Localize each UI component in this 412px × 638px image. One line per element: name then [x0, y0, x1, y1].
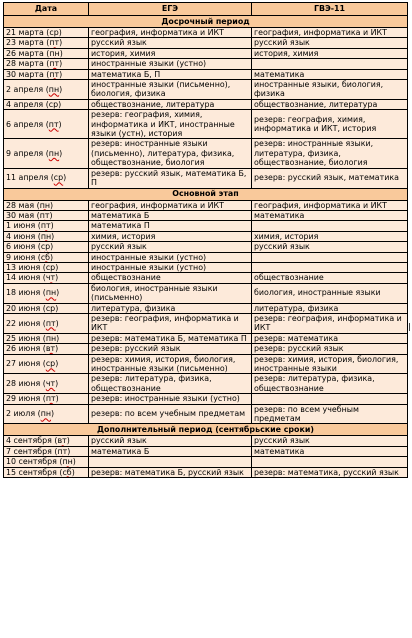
weekday-text: пт	[39, 210, 50, 220]
ege-cell: география, информатика и ИКТ	[89, 200, 252, 210]
date-cell: 28 марта (пт)	[4, 59, 89, 69]
date-cell: 23 марта (пт)	[4, 38, 89, 48]
date-cell: 4 сентября (вт)	[4, 436, 89, 446]
gve-cell: резерв: математика, русский язык	[252, 467, 408, 477]
date-cell: 22 июня (пт)	[4, 313, 89, 333]
date-text: 26 июня	[6, 344, 41, 354]
date-text: 4 июня	[6, 231, 36, 241]
gve-cell: биология, иностранные языки	[252, 283, 408, 303]
gve-cell: резерв: русский язык, математика	[252, 168, 408, 188]
ege-cell: резерв: география, химия, информатика и ИКТ, иностранные языки (устн), история	[89, 110, 252, 139]
section-row	[4, 16, 408, 28]
table-row	[4, 262, 408, 272]
date-cell: 13 июня (ср)	[4, 262, 89, 272]
ege-cell: география, информатика и ИКТ	[89, 28, 252, 38]
ege-cell: резерв: русский язык	[89, 344, 252, 354]
gve-cell: математика	[252, 69, 408, 79]
weekday-text: пн	[62, 457, 73, 467]
date-text: 30 марта	[6, 69, 44, 79]
gve-cell: география, информатика и ИКТ	[252, 28, 408, 38]
date-cell: 6 апреля (пт)	[4, 110, 89, 139]
date-cell: 28 мая (пн)	[4, 200, 89, 210]
text-cursor-marker	[409, 323, 410, 331]
gve-cell: литература, физика	[252, 303, 408, 313]
table-row	[4, 404, 408, 424]
date-cell: 4 апреля (ср)	[4, 99, 89, 109]
weekday-text: ср	[53, 173, 64, 183]
table-row	[4, 200, 408, 210]
gve-cell: резерв: русский язык	[252, 344, 408, 354]
ege-cell: литература, физика	[89, 303, 252, 313]
gve-cell: иностранные языки, биология, физика	[252, 80, 408, 100]
gve-cell: резерв: математика	[252, 333, 408, 343]
ege-cell: резерв: литература, физика, обществознание	[89, 374, 252, 394]
date-text: 28 июня	[6, 379, 41, 389]
date-cell: 9 июня (сб)	[4, 252, 89, 262]
weekday-text: ср	[45, 262, 56, 272]
gve-cell	[252, 457, 408, 467]
gve-cell: резерв: химия, история, биология, иностранные языки	[252, 354, 408, 374]
date-cell: 20 июня (ср)	[4, 303, 89, 313]
ege-cell: резерв: иностранные языки (письменно), литература, физика, обществознание, биология	[89, 139, 252, 168]
weekday-text: ср	[45, 303, 56, 313]
weekday-text: пт	[40, 221, 51, 231]
date-cell: 29 июня (пт)	[4, 394, 89, 404]
weekday-text: чт	[45, 273, 56, 283]
date-cell: 6 июня (ср)	[4, 242, 89, 252]
date-text: 28 мая	[6, 200, 35, 210]
section-title: Досрочный период	[4, 16, 408, 28]
date-cell: 30 марта (пт)	[4, 69, 89, 79]
table-row	[4, 252, 408, 262]
date-cell: 7 сентября (пт)	[4, 446, 89, 456]
gve-cell: география, информатика и ИКТ	[252, 200, 408, 210]
date-cell: 9 апреля (пн)	[4, 139, 89, 168]
header-ege: ЕГЭ	[89, 3, 252, 16]
date-text: 10 сентября	[6, 457, 57, 467]
weekday-text: пт	[48, 119, 59, 129]
table-row	[4, 273, 408, 283]
weekday-text: пт	[49, 69, 60, 79]
date-text: 30 мая	[6, 210, 35, 220]
weekday-text: пн	[45, 333, 57, 343]
date-text: 14 июня	[6, 273, 41, 283]
ege-cell: обществознание	[89, 273, 252, 283]
table-row	[4, 436, 408, 446]
section-row	[4, 424, 408, 436]
table-row	[4, 139, 408, 168]
weekday-text: чт	[45, 379, 56, 389]
date-text: 7 сентября	[6, 446, 52, 456]
table-row	[4, 467, 408, 477]
date-text: 9 апреля	[6, 148, 44, 158]
date-text: 4 апреля	[6, 99, 44, 109]
date-text: 27 июня	[6, 359, 41, 369]
table-row	[4, 38, 408, 48]
gve-cell	[252, 221, 408, 231]
ege-cell: биология, иностранные языки (письменно)	[89, 283, 252, 303]
gve-cell: русский язык	[252, 242, 408, 252]
gve-cell	[252, 252, 408, 262]
gve-cell	[252, 394, 408, 404]
date-text: 21 марта	[6, 28, 44, 37]
gve-cell: русский язык	[252, 38, 408, 48]
table-row	[4, 303, 408, 313]
ege-cell: иностранные языки (устно)	[89, 252, 252, 262]
gve-cell: резерв: литература, физика, обществознание	[252, 374, 408, 394]
ege-cell: резерв: география, информатика и ИКТ	[89, 313, 252, 333]
date-text: 4 сентября	[6, 436, 52, 446]
date-text: 20 июня	[6, 303, 41, 313]
date-cell: 4 июня (пн)	[4, 231, 89, 241]
gve-cell: резерв: география, химия, информатика и ИКТ, история	[252, 110, 408, 139]
table-row	[4, 28, 408, 38]
weekday-text: пт	[49, 38, 60, 48]
section-title: Дополнительный период (сентябрьские сроки)	[4, 424, 408, 436]
weekday-text: пн	[48, 148, 60, 158]
ege-cell: резерв: математика Б, русский язык	[89, 467, 252, 477]
ege-cell: математика Б	[89, 446, 252, 456]
table-row	[4, 59, 408, 69]
gve-cell: резерв: география, информатика и ИКТ	[252, 313, 408, 333]
ege-cell: математика П	[89, 221, 252, 231]
table-row	[4, 99, 408, 109]
gve-cell: резерв: по всем учебным предметам	[252, 404, 408, 424]
ege-cell: русский язык	[89, 242, 252, 252]
ege-cell: иностранные языки (устно)	[89, 262, 252, 272]
weekday-text: ср	[40, 242, 51, 252]
gve-cell: русский язык	[252, 436, 408, 446]
ege-cell: математика Б	[89, 210, 252, 220]
header-row	[4, 3, 408, 16]
date-text: 26 марта	[6, 48, 44, 58]
ege-cell: история, химия	[89, 48, 252, 58]
weekday-text: вт	[57, 436, 67, 446]
table-row	[4, 221, 408, 231]
table-row	[4, 394, 408, 404]
date-cell: 28 июня (чт)	[4, 374, 89, 394]
gve-cell: история, химия	[252, 48, 408, 58]
gve-cell: обществознание	[252, 273, 408, 283]
weekday-text: пн	[45, 288, 57, 298]
table-row	[4, 446, 408, 456]
table-row	[4, 333, 408, 343]
weekday-text: пт	[49, 59, 60, 69]
date-text: 18 июня	[6, 288, 41, 298]
gve-cell: резерв: иностранные языки, литература, физика, обществознание, биология	[252, 139, 408, 168]
date-text: 28 марта	[6, 59, 44, 69]
weekday-text: пн	[49, 48, 60, 58]
table-row	[4, 242, 408, 252]
ege-cell: иностранные языки (письменно), биология, физика	[89, 80, 252, 100]
table-row	[4, 168, 408, 188]
ege-cell: резерв: химия, история, биология, иностранные языки (письменно)	[89, 354, 252, 374]
date-cell: 10 сентября (пн)	[4, 457, 89, 467]
ege-cell: резерв: математика Б, математика П	[89, 333, 252, 343]
exam-schedule-table	[3, 2, 408, 478]
table-row	[4, 80, 408, 100]
date-text: 2 апреля	[6, 84, 44, 94]
weekday-text: пт	[57, 446, 68, 456]
date-text: 13 июня	[6, 262, 41, 272]
table-row	[4, 283, 408, 303]
ege-cell: резерв: русский язык, математика Б, П	[89, 168, 252, 188]
date-text: 6 июня	[6, 242, 36, 252]
table-row	[4, 231, 408, 241]
table-row	[4, 313, 408, 333]
date-cell: 25 июня (пн)	[4, 333, 89, 343]
table-row	[4, 69, 408, 79]
date-cell: 26 марта (пн)	[4, 48, 89, 58]
ege-cell: обществознание, литература	[89, 99, 252, 109]
table-row	[4, 374, 408, 394]
weekday-text: пн	[39, 200, 51, 210]
table-row	[4, 344, 408, 354]
ege-cell: резерв: иностранные языки (устно)	[89, 394, 252, 404]
weekday-text: пт	[45, 318, 56, 328]
date-text: 1 июня	[6, 221, 36, 231]
table-body	[4, 16, 408, 478]
date-text: 23 марта	[6, 38, 44, 48]
table-row	[4, 210, 408, 220]
date-cell: 18 июня (пн)	[4, 283, 89, 303]
weekday-text: пт	[45, 394, 56, 404]
ege-cell: русский язык	[89, 38, 252, 48]
date-cell: 21 марта (ср)	[4, 28, 89, 38]
date-text: 29 июня	[6, 394, 41, 404]
gve-cell: обществознание, литература	[252, 99, 408, 109]
ege-cell: математика Б, П	[89, 69, 252, 79]
date-cell: 1 июня (пт)	[4, 221, 89, 231]
date-cell: 27 июня (ср)	[4, 354, 89, 374]
weekday-text: ср	[45, 359, 56, 369]
date-cell: 2 июля (пн)	[4, 404, 89, 424]
gve-cell: математика	[252, 446, 408, 456]
ege-cell: резерв: по всем учебным предметам	[89, 404, 252, 424]
date-cell: 26 июня (вт)	[4, 344, 89, 354]
weekday-text: пн	[48, 84, 60, 94]
ege-cell: иностранные языки (устно)	[89, 59, 252, 69]
ege-cell: химия, история	[89, 231, 252, 241]
table-row	[4, 110, 408, 139]
date-text: 25 июня	[6, 333, 41, 343]
gve-cell: математика	[252, 210, 408, 220]
weekday-text: вт	[45, 344, 56, 354]
table-row	[4, 48, 408, 58]
weekday-text: сб	[62, 467, 72, 477]
weekday-text: ср	[49, 28, 59, 37]
section-row	[4, 188, 408, 200]
weekday-text: ср	[48, 99, 59, 109]
table-row	[4, 354, 408, 374]
weekday-text: пн	[40, 231, 52, 241]
gve-cell	[252, 59, 408, 69]
weekday-text: пн	[40, 409, 52, 419]
table-row	[4, 457, 408, 467]
date-text: 22 июня	[6, 318, 41, 328]
date-cell: 15 сентября (сб)	[4, 467, 89, 477]
date-cell: 30 мая (пт)	[4, 210, 89, 220]
ege-cell	[89, 457, 252, 467]
date-text: 11 апреля	[6, 173, 49, 183]
date-cell: 2 апреля (пн)	[4, 80, 89, 100]
ege-cell: русский язык	[89, 436, 252, 446]
weekday-text: сб	[40, 252, 51, 262]
gve-cell	[252, 262, 408, 272]
date-cell: 11 апреля (ср)	[4, 168, 89, 188]
header-date: Дата	[4, 3, 89, 16]
gve-cell: химия, история	[252, 231, 408, 241]
date-text: 2 июля	[6, 409, 36, 419]
date-text: 6 апреля	[6, 119, 44, 129]
header-gve: ГВЭ-11	[252, 3, 408, 16]
date-text: 15 сентября	[6, 467, 57, 477]
section-title: Основной этап	[4, 188, 408, 200]
date-cell: 14 июня (чт)	[4, 273, 89, 283]
date-text: 9 июня	[6, 252, 36, 262]
